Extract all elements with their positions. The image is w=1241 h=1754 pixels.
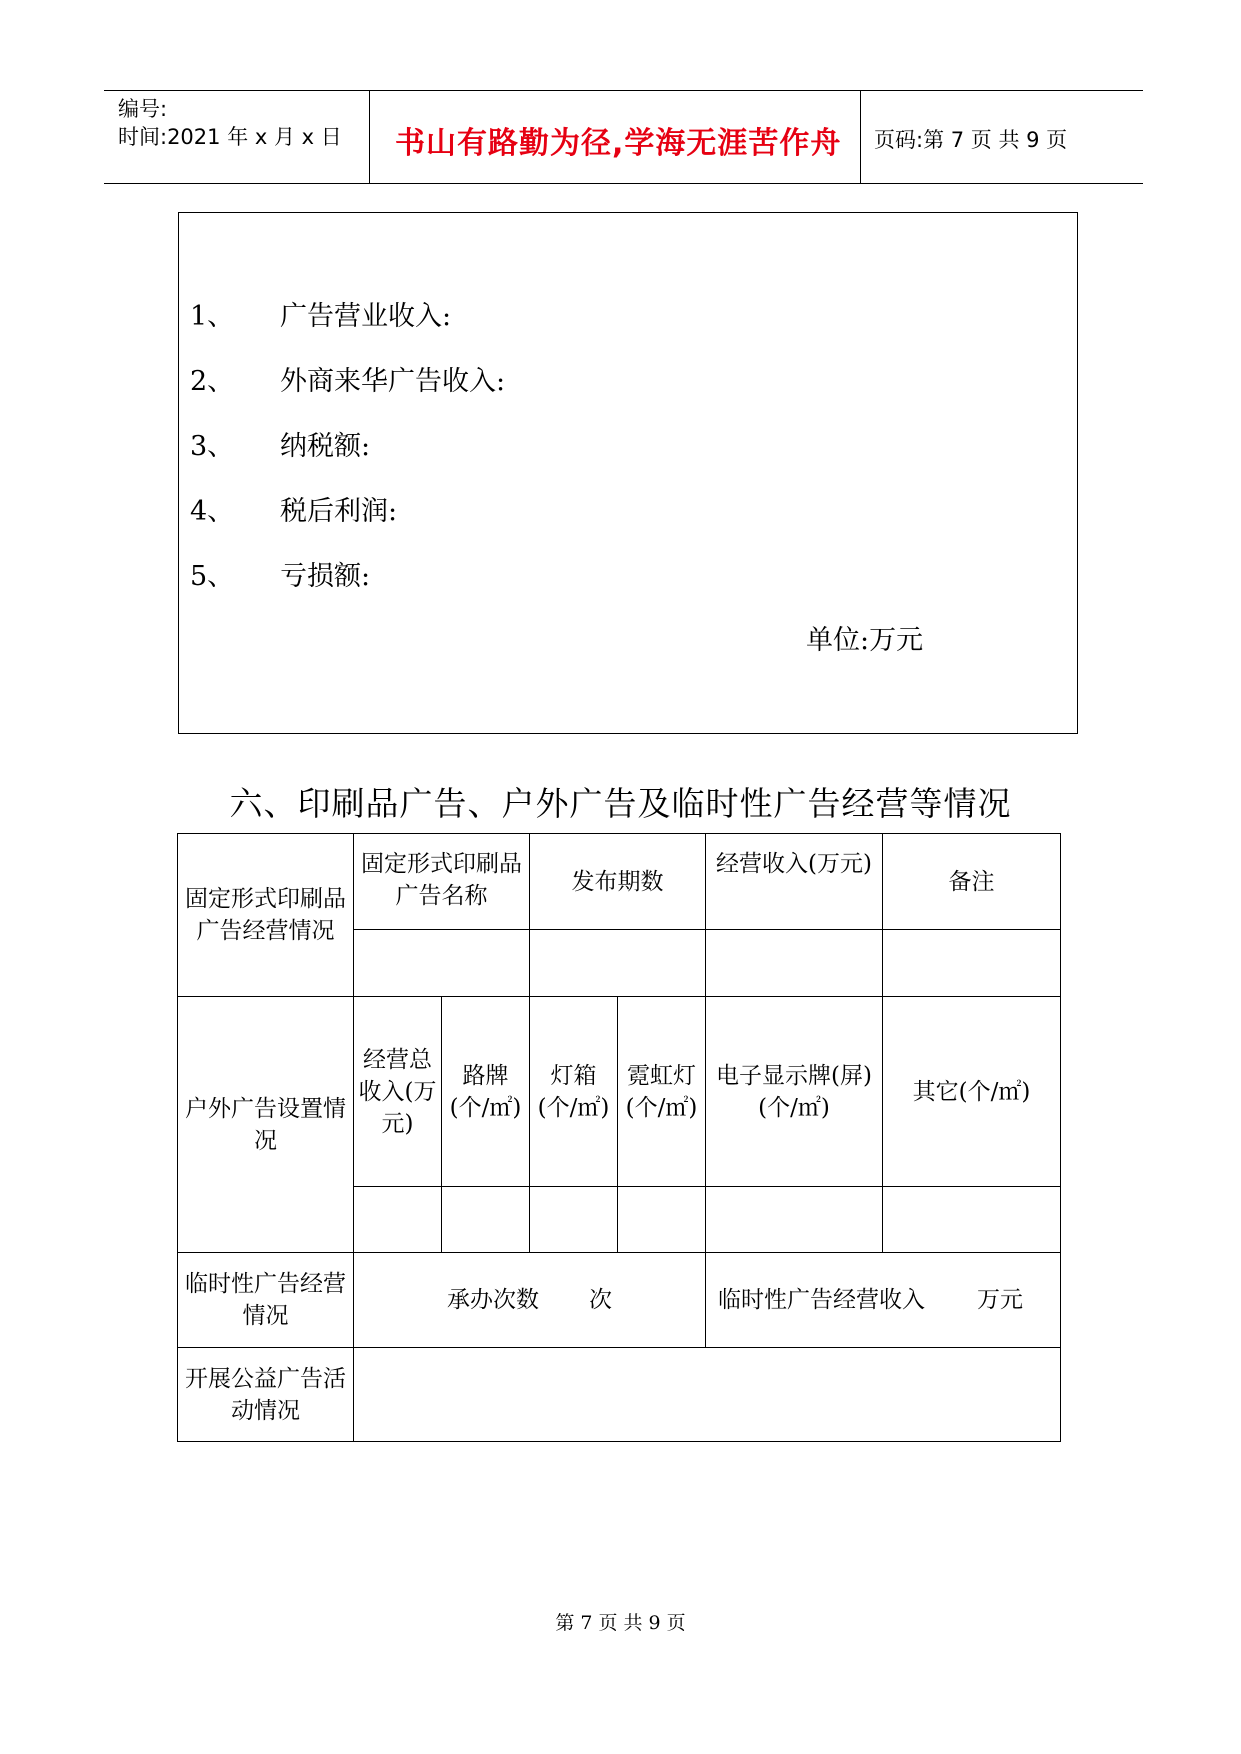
outdoor-ads-header-led-display: 电子显示牌(屏)(个/㎡) <box>706 997 883 1187</box>
document-number-label: 编号: <box>118 97 168 121</box>
advertising-table <box>177 833 1061 1442</box>
outdoor-ads-other-cell[interactable] <box>883 1187 1061 1253</box>
print-ads-header-name: 固定形式印刷品广告名称 <box>354 834 530 930</box>
temp-ads-income-label: 临时性广告经营收入 <box>718 1287 925 1313</box>
income-item-label: 税后利润: <box>280 496 398 527</box>
income-item-number: 2、 <box>190 366 235 397</box>
temp-ads-count-label: 承办次数 <box>447 1287 539 1313</box>
print-ads-header-income: 经营收入(万元) <box>706 834 883 930</box>
section-title: 六、印刷品广告、户外广告及临时性广告经营等情况 <box>229 784 1012 823</box>
outdoor-ads-header-neon: 霓虹灯(个/㎡) <box>618 997 706 1187</box>
outdoor-ads-neon-cell[interactable] <box>618 1187 706 1253</box>
income-item-label: 外商来华广告收入: <box>280 366 506 397</box>
public-ads-row-label: 开展公益广告活动情况 <box>178 1348 354 1442</box>
print-ads-periods-cell[interactable] <box>530 930 706 997</box>
print-ads-header-remarks: 备注 <box>883 834 1061 930</box>
header-motto: 书山有路勤为径,学海无涯苦作舟 <box>395 126 842 161</box>
outdoor-ads-header-billboard: 路牌(个/㎡) <box>442 997 530 1187</box>
outdoor-ads-header-row <box>178 997 1061 1187</box>
print-ads-header-periods: 发布期数 <box>530 834 706 930</box>
print-ads-header-row <box>178 834 1061 930</box>
outdoor-ads-row-label: 户外广告设置情况 <box>178 997 354 1253</box>
income-item-number: 4、 <box>190 496 235 527</box>
print-ads-remarks-cell[interactable] <box>883 930 1061 997</box>
income-item-label: 纳税额: <box>280 431 371 462</box>
outdoor-ads-header-other: 其它(个/㎡) <box>883 997 1061 1187</box>
header-top-rule <box>104 90 1143 91</box>
page-footer: 第 7 页 共 9 页 <box>555 1612 686 1634</box>
outdoor-ads-billboard-cell[interactable] <box>442 1187 530 1253</box>
income-unit-label: 单位:万元 <box>806 625 924 656</box>
income-item-number: 5、 <box>190 561 235 592</box>
income-item-number: 3、 <box>190 431 235 462</box>
public-ads-cell[interactable] <box>354 1348 1061 1442</box>
temp-ads-count-unit: 次 <box>589 1287 612 1313</box>
header-divider-right <box>860 90 861 183</box>
temp-ads-row <box>178 1253 1061 1348</box>
outdoor-ads-header-lightbox: 灯箱(个/㎡) <box>530 997 618 1187</box>
outdoor-ads-led-display-cell[interactable] <box>706 1187 883 1253</box>
temp-ads-count-cell[interactable] <box>354 1253 706 1348</box>
print-ads-row-label: 固定形式印刷品广告经营情况 <box>178 834 354 997</box>
temp-ads-income-cell[interactable] <box>706 1253 1061 1348</box>
header-bottom-rule <box>104 183 1143 184</box>
outdoor-ads-lightbox-cell[interactable] <box>530 1187 618 1253</box>
header-page-label: 页码:第 7 页 共 9 页 <box>874 128 1068 152</box>
income-box <box>178 212 1078 734</box>
outdoor-ads-total-income-cell[interactable] <box>354 1187 442 1253</box>
income-item-label: 亏损额: <box>280 561 371 592</box>
public-ads-row <box>178 1348 1061 1442</box>
header-divider-left <box>369 90 370 183</box>
print-ads-income-cell[interactable] <box>706 930 883 997</box>
outdoor-ads-header-total-income: 经营总收入(万元) <box>354 997 442 1187</box>
temp-ads-income-unit: 万元 <box>977 1287 1023 1313</box>
income-item-label: 广告营业收入: <box>280 301 452 332</box>
temp-ads-row-label: 临时性广告经营情况 <box>178 1253 354 1348</box>
print-ads-name-cell[interactable] <box>354 930 530 997</box>
income-item-number: 1、 <box>190 301 235 332</box>
document-time-label: 时间:2021 年 x 月 x 日 <box>118 125 342 149</box>
